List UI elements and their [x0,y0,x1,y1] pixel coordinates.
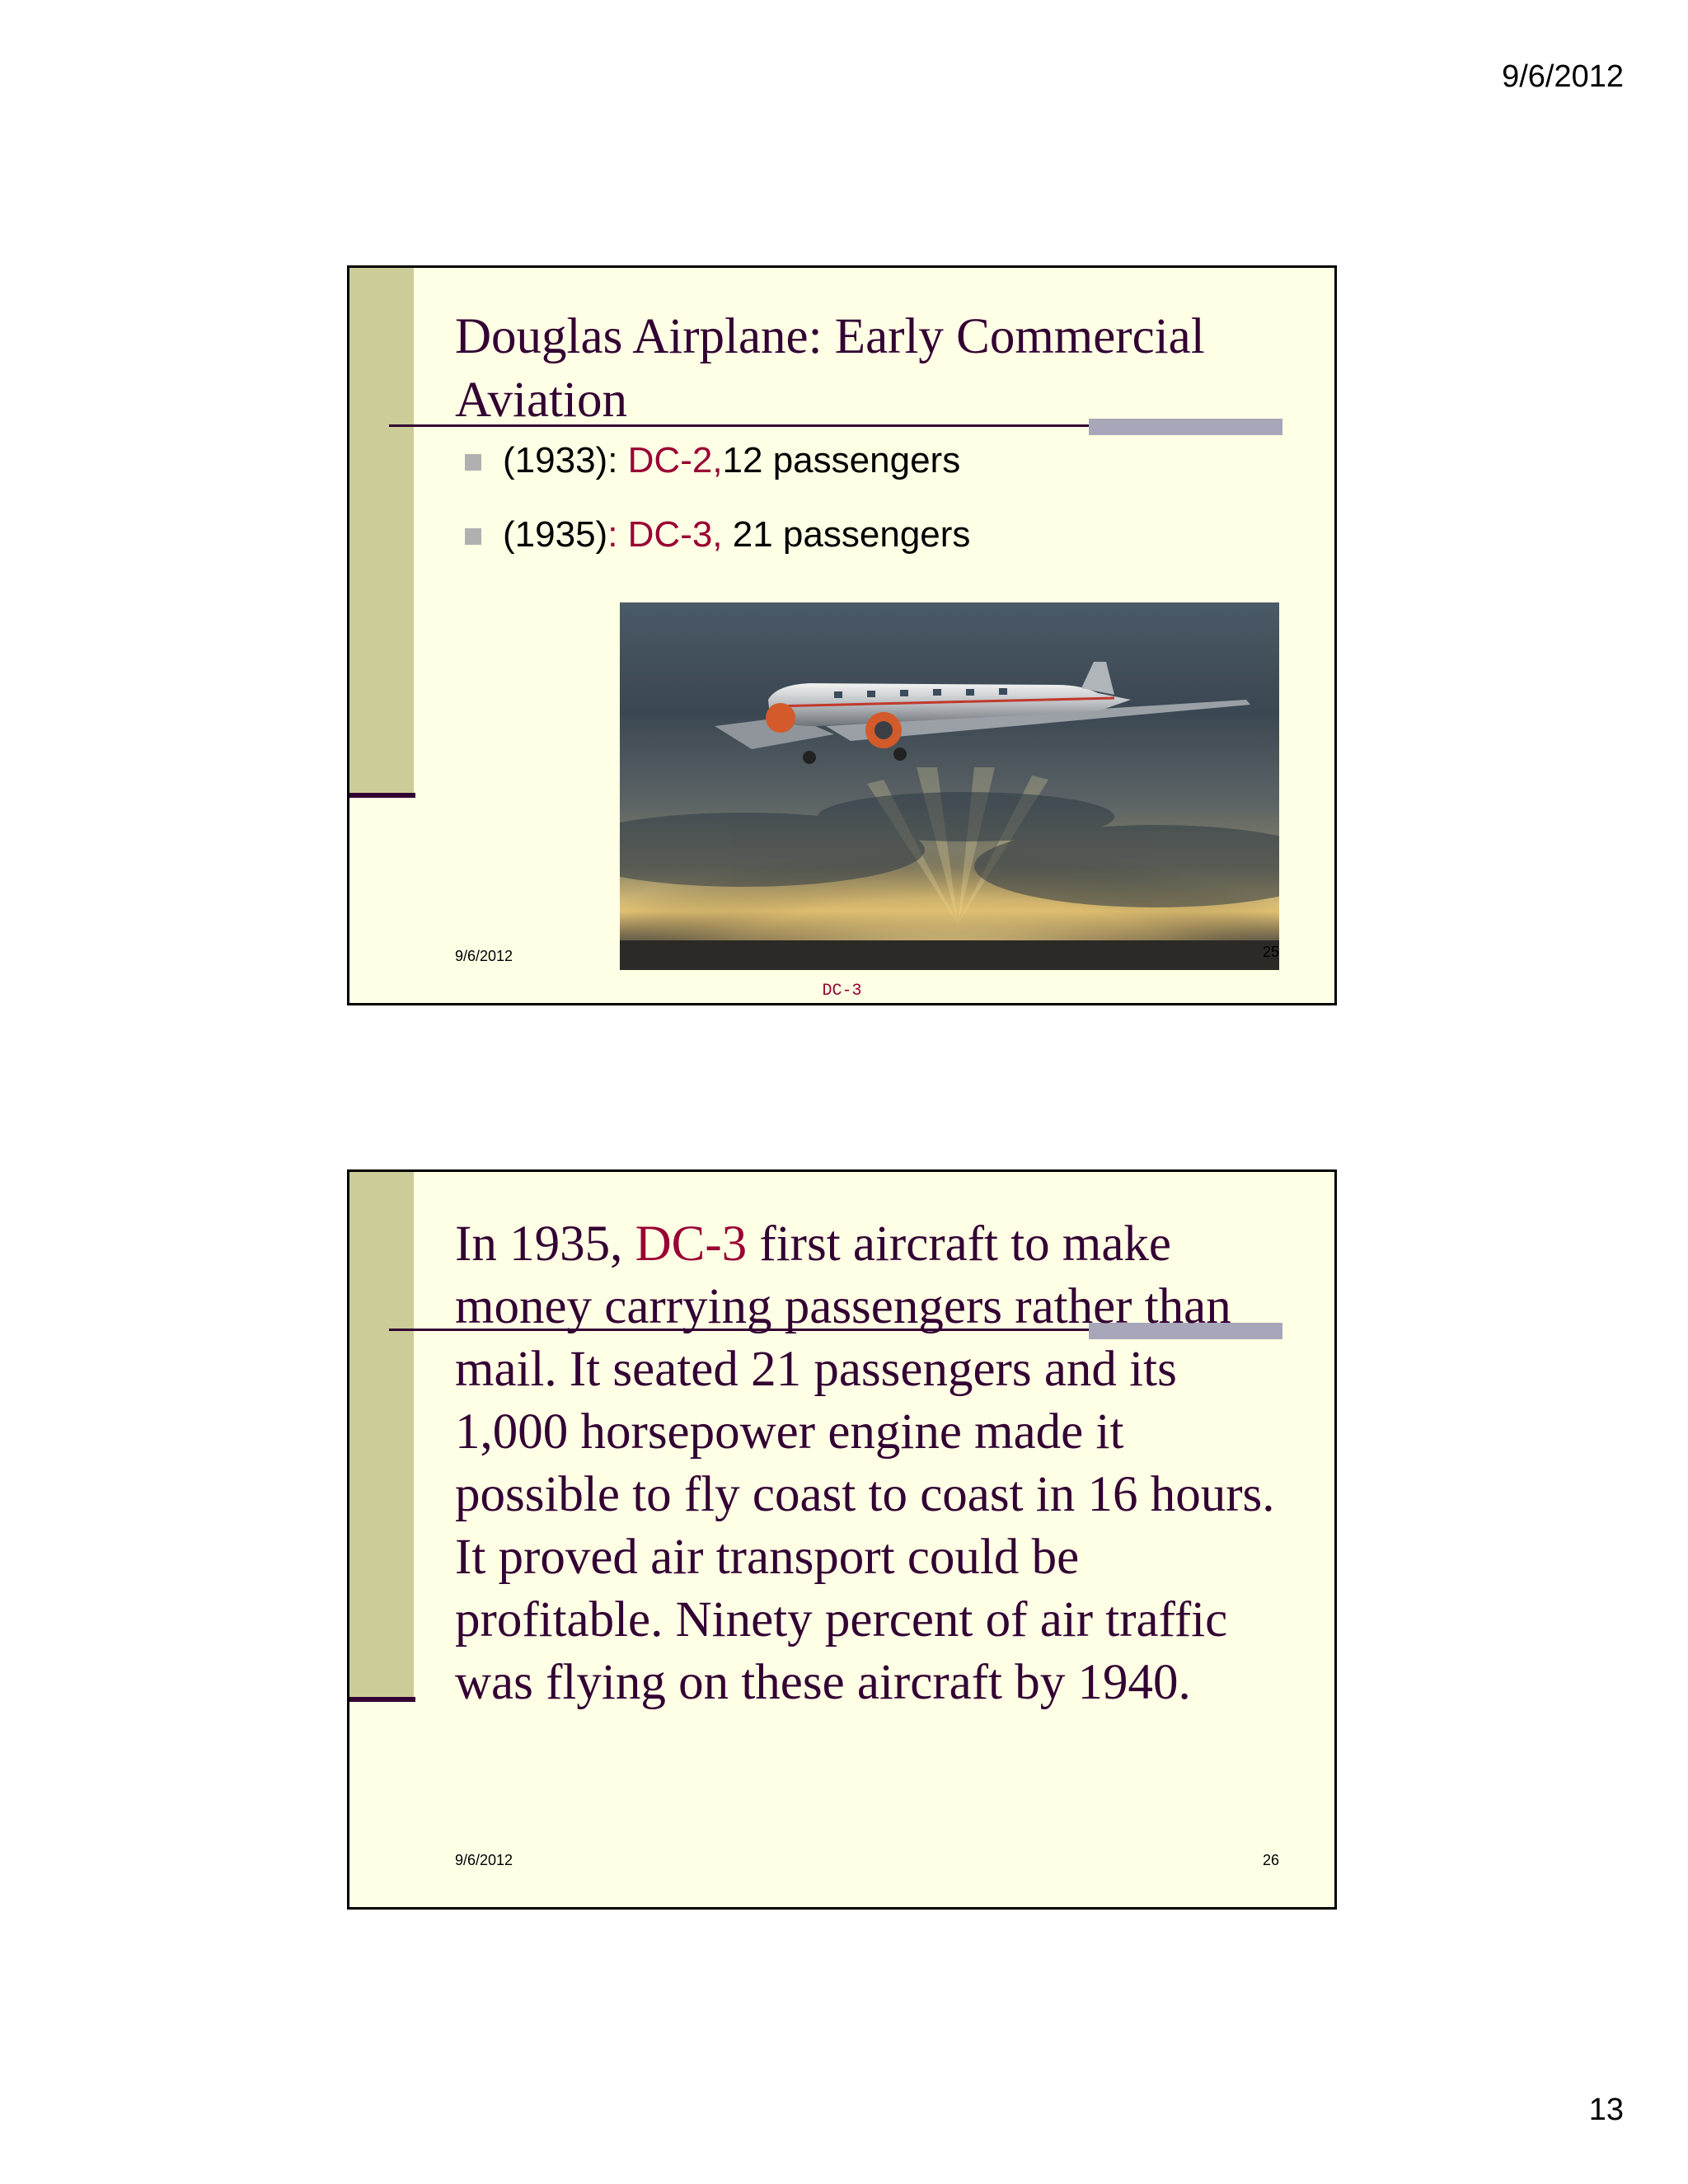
bullet-detail: 12 passengers [722,440,961,480]
photo-caption: DC-3 [822,982,862,1001]
slide-footer-number: 25 [1263,944,1280,960]
slide-footer-number: 26 [1263,1852,1280,1868]
slide-26 [347,1169,1337,1910]
slide-side-accent [349,1697,415,1702]
body-intro: In 1935, [455,1216,635,1272]
bullet-item [465,512,970,558]
slide-title: Douglas Airplane: Early Commercial Aviation [455,309,1205,428]
slide-side-bar [349,1172,414,1702]
bullet-model: : DC-3, [607,514,733,555]
airplane-illustration [620,602,1279,970]
slide-side-bar [349,268,414,798]
slide-body-text [455,1213,1296,1714]
slide-footer-date: 9/6/2012 [455,948,513,964]
bullet-detail: 21 passengers [732,514,971,555]
page-number: 13 [1588,2093,1624,2127]
bullet-year: (1933): [503,440,628,480]
bullet-list [465,438,970,586]
slide-25 [347,265,1337,1005]
body-model: DC-3 [635,1216,748,1272]
bullet-item [465,438,970,484]
page-header-date: 9/6/2012 [1502,59,1624,94]
slide-footer-date: 9/6/2012 [455,1852,513,1868]
dc3-airplane-photo [620,602,1279,970]
body-rest: first aircraft to make money carrying passengers rather than mail. It seated 21 passengers and its 1,000 horsepower engine made it possible to fly coast to coast in 16 hours. It proved air transport could be profitable. Ninety percent of air traffic was flying on these aircraft by 1940. [455,1216,1275,1710]
square-bullet-icon [465,528,481,545]
slide-side-accent [349,793,415,798]
bullet-year: (1935) [503,514,608,555]
bullet-model: DC-2, [627,440,723,480]
square-bullet-icon [465,454,481,471]
